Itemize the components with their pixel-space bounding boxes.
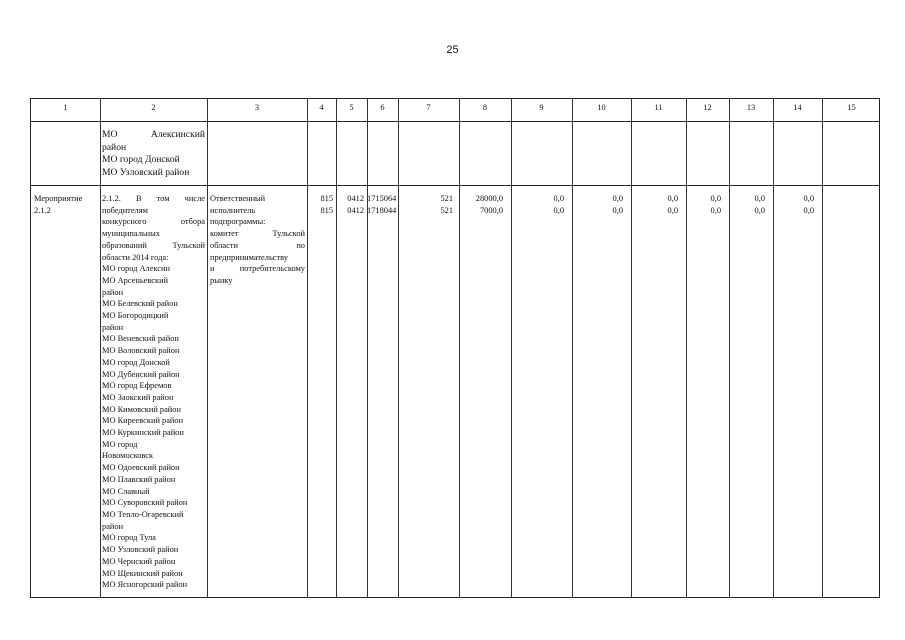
- column-divider: [367, 99, 368, 597]
- column-header-8: 8: [482, 103, 488, 112]
- text-line: МО Киреевский район: [102, 416, 184, 426]
- text-line: предпринимательству: [210, 252, 289, 262]
- text-line: МО Кимовский район: [102, 404, 181, 414]
- column-divider: [100, 99, 101, 597]
- cell-row1-col11: 0,0: [667, 194, 678, 203]
- column-header-2: 2: [151, 103, 156, 112]
- text-line: комитет Тульской: [210, 229, 305, 239]
- text-line: МО Узловский район: [102, 545, 179, 555]
- text-line: МО Суворовский район: [102, 498, 188, 508]
- column-divider: [336, 99, 337, 597]
- cell-row2-col6: 1718044: [367, 205, 397, 215]
- cell-row1-col5: 0412: [347, 194, 364, 203]
- column-divider: [398, 99, 399, 597]
- text-line: район: [102, 287, 124, 297]
- measure-label: [34, 193, 100, 216]
- municipalities-list: [102, 193, 205, 591]
- text-line: подпрограммы:: [210, 217, 266, 227]
- text-line: район: [102, 322, 124, 332]
- text-line: 2.1.2: [34, 205, 51, 215]
- column-divider: [572, 99, 573, 597]
- column-divider: [773, 99, 774, 597]
- text-line: район: [102, 521, 124, 531]
- page-number: 25: [446, 44, 459, 56]
- cell-row1-col14: 0,0: [803, 194, 814, 203]
- text-line: МО Одоевский район: [102, 463, 180, 473]
- text-line: МО Арсеньевский: [102, 275, 169, 285]
- text-line: МО Щекинский район: [102, 568, 183, 578]
- cell-row1-col4: 815: [320, 194, 333, 203]
- header-separator: [31, 121, 879, 122]
- text-line: рынку: [210, 275, 233, 285]
- column-header-4: 4: [319, 103, 324, 112]
- text-line: МО город: [102, 439, 138, 449]
- row-separator: [31, 185, 879, 186]
- column-divider: [511, 99, 512, 597]
- text-line: МО Заокский район: [102, 392, 174, 402]
- text-line: МО город Донской: [102, 154, 180, 166]
- cell-row2-col14: 0,0: [803, 205, 814, 215]
- column-divider: [307, 99, 308, 597]
- column-header-3: 3: [254, 103, 260, 112]
- column-header-9: 9: [539, 103, 544, 112]
- text-line: 2.1.2. В том числе: [102, 194, 205, 203]
- executor-description: [210, 193, 305, 287]
- text-line: МО Богородицкий: [102, 311, 169, 321]
- text-line: исполнитель: [210, 205, 256, 215]
- cell-row1-col8: 28000,0: [475, 194, 503, 203]
- text-line: МО Плавский район: [102, 474, 176, 484]
- cell-row1-col6: 1715064: [367, 194, 397, 203]
- text-line: МО Дубенский район: [102, 369, 180, 379]
- column-header-1: 1: [63, 103, 68, 112]
- cell-row2-col5: 0412: [347, 205, 364, 215]
- text-line: Новомосковск: [102, 451, 154, 461]
- text-line: МО Алексинский: [102, 129, 205, 140]
- column-divider: [729, 99, 730, 597]
- cell-row2-col12: 0,0: [710, 205, 721, 215]
- cell-row1-col7: 521: [440, 194, 453, 203]
- cell-row2-col9: 0,0: [553, 205, 564, 215]
- column-header-5: 5: [349, 103, 354, 112]
- column-header-10: 10: [597, 103, 606, 112]
- text-line: МО город Донской: [102, 357, 170, 367]
- text-line: образований Тульской: [102, 240, 205, 250]
- cell-row2-col11: 0,0: [667, 205, 678, 215]
- row1-municipalities: [102, 129, 205, 179]
- cell-row1-col13: 0,0: [754, 194, 765, 203]
- cell-row2-col8: 7000,0: [479, 205, 503, 215]
- text-line: МО Узловский район: [102, 166, 190, 178]
- text-line: МО город Тула: [102, 533, 156, 543]
- cell-row1-col9: 0,0: [553, 194, 564, 203]
- text-line: МО Ясногорский район: [102, 580, 188, 590]
- column-header-12: 12: [703, 103, 712, 112]
- text-line: МО Тепло-Огаревский: [102, 509, 184, 519]
- text-line: победителям: [102, 205, 148, 215]
- text-line: район: [102, 141, 127, 153]
- text-line: конкурсного отбора: [102, 217, 205, 227]
- column-header-14: 14: [793, 103, 802, 112]
- text-line: области 2014 года:: [102, 252, 169, 262]
- column-divider: [459, 99, 460, 597]
- text-line: МО Куркинский район: [102, 428, 184, 438]
- column-divider: [631, 99, 632, 597]
- column-divider: [822, 99, 823, 597]
- text-line: Мероприятие: [34, 194, 83, 203]
- text-line: МО город Алексин: [102, 264, 170, 274]
- budget-table: [30, 98, 880, 598]
- cell-row2-col10: 0,0: [612, 205, 623, 215]
- cell-row1-col10: 0,0: [612, 194, 623, 203]
- cell-row2-col4: 815: [320, 205, 333, 215]
- text-line: МО Чернский район: [102, 556, 176, 566]
- cell-row2-col7: 521: [440, 205, 453, 215]
- column-divider: [686, 99, 687, 597]
- cell-row2-col13: 0,0: [754, 205, 765, 215]
- column-header-7: 7: [426, 103, 431, 112]
- text-line: МО Веневский район: [102, 334, 179, 344]
- column-header-6: 6: [380, 103, 385, 112]
- text-line: МО Белевский район: [102, 299, 178, 309]
- text-line: и потребительскому: [210, 264, 305, 274]
- text-line: МО город Ефремов: [102, 381, 172, 391]
- column-header-15: 15: [847, 103, 856, 112]
- column-divider: [207, 99, 208, 597]
- text-line: Ответственный: [210, 194, 266, 203]
- cell-row1-col12: 0,0: [710, 194, 721, 203]
- text-line: МО Славный: [102, 486, 150, 496]
- text-line: МО Воловский район: [102, 346, 180, 356]
- column-header-13: 13: [746, 103, 756, 112]
- column-header-11: 11: [654, 103, 663, 112]
- text-line: муниципальных: [102, 229, 160, 239]
- text-line: области по: [210, 240, 305, 250]
